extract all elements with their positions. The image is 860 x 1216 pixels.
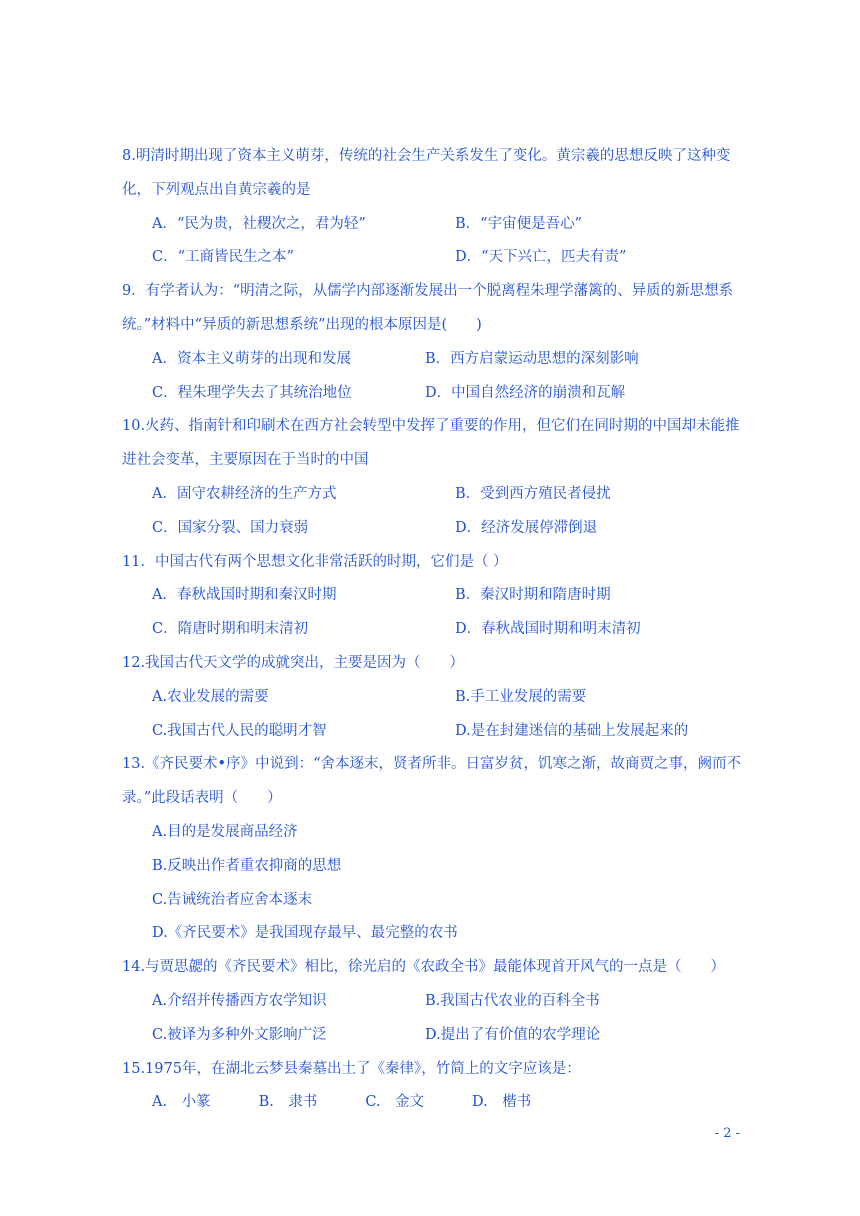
question-11 xyxy=(122,546,742,647)
option-row xyxy=(122,1019,742,1053)
option-row xyxy=(122,816,742,850)
option-row xyxy=(122,985,742,1019)
option-b: B.反映出作者重农抑商的思想 xyxy=(152,857,342,874)
option-c: C．程朱理学失去了其统治地位 xyxy=(152,384,352,401)
option-c: C.我国古代人民的聪明才智 xyxy=(152,722,327,739)
option-a: A.农业发展的需要 xyxy=(152,688,269,705)
option-d: D.《齐民要术》是我国现存最早、最完整的农书 xyxy=(152,925,458,942)
question-stem: 12.我国古代天文学的成就突出，主要是因为（ ） xyxy=(122,654,465,671)
option-a: A.介绍并传播西方农学知识 xyxy=(152,992,327,1009)
option-b: B．秦汉时期和隋唐时期 xyxy=(455,587,611,604)
option-row xyxy=(122,241,742,275)
question-14 xyxy=(122,951,742,1052)
option-b: B．受到西方殖民者侵扰 xyxy=(455,485,611,502)
option-b: B．西方启蒙运动思想的深刻影响 xyxy=(425,350,639,367)
question-9 xyxy=(122,275,742,410)
option-row xyxy=(122,512,742,546)
option-row xyxy=(122,917,742,951)
option-c: C．隋唐时期和明末清初 xyxy=(152,621,309,638)
option-b: B. 隶书 xyxy=(258,1094,318,1111)
question-15 xyxy=(122,1053,742,1121)
question-stem: 9．有学者认为：“明清之际，从儒学内部逐渐发展出一个脱离程朱理学藩篱的、异质的新思想系统。”材料中“异质的新思想系统”出现的根本原因是( ) xyxy=(122,283,734,333)
option-list xyxy=(122,343,742,411)
question-stem: 15.1975年，在湖北云梦县秦墓出土了《秦律》，竹简上的文字应该是： xyxy=(122,1060,581,1077)
option-list xyxy=(122,681,742,749)
option-row xyxy=(122,715,742,749)
option-c: C．“工商皆民生之本” xyxy=(152,249,294,266)
question-stem: 13.《齐民要术•序》中说到：“舍本逐末，贤者所非。日富岁贫，饥寒之渐，故商贾之事，阙而不录。”此段话表明（ ） xyxy=(122,756,742,807)
question-12 xyxy=(122,647,742,748)
option-d: D.是在封建迷信的基础上发展起来的 xyxy=(455,722,689,739)
option-list xyxy=(122,816,742,951)
option-a: A. 小篆 xyxy=(152,1094,211,1111)
question-stem: 10.火药、指南针和印刷术在西方社会转型中发挥了重要的作用，但它们在同时期的中国却未能推进社会变革，主要原因在于当时的中国 xyxy=(122,418,740,469)
question-list xyxy=(122,140,742,1120)
option-list xyxy=(122,1086,742,1120)
option-list xyxy=(122,478,742,546)
option-c: C．国家分裂、国力衰弱 xyxy=(152,519,309,536)
option-a: A．“民为贵，社稷次之，君为轻” xyxy=(152,215,366,232)
option-list xyxy=(122,579,742,647)
option-d: D.提出了有价值的农学理论 xyxy=(425,1026,601,1043)
question-13 xyxy=(122,748,742,951)
option-row xyxy=(122,208,742,242)
option-list xyxy=(122,208,742,276)
option-d: D．经济发展停滞倒退 xyxy=(455,519,598,536)
question-stem: 14.与贾思勰的《齐民要术》相比，徐光启的《农政全书》最能体现首开风气的一点是（ ） xyxy=(122,959,726,976)
question-10 xyxy=(122,410,742,545)
question-8 xyxy=(122,140,742,275)
option-c: C.被译为多种外文影响广泛 xyxy=(152,1026,327,1043)
option-a: A．资本主义萌芽的出现和发展 xyxy=(152,350,351,367)
option-row xyxy=(122,884,742,918)
option-row xyxy=(122,850,742,884)
question-stem: 8.明清时期出现了资本主义萌芽，传统的社会生产关系发生了变化。黄宗羲的思想反映了这种变化，下列观点出自黄宗羲的是 xyxy=(122,148,731,198)
option-b: B.我国古代农业的百科全书 xyxy=(425,992,600,1009)
option-b: B．“宇宙便是吾心” xyxy=(455,215,582,232)
option-b: B.手工业发展的需要 xyxy=(455,688,587,705)
option-d: D．春秋战国时期和明末清初 xyxy=(455,621,641,638)
option-a: A．固守农耕经济的生产方式 xyxy=(152,485,337,502)
option-row xyxy=(122,377,742,411)
option-list xyxy=(122,985,742,1053)
page-number: - 2 - xyxy=(714,1126,740,1141)
option-c: C. 金文 xyxy=(365,1094,425,1111)
option-a: A．春秋战国时期和秦汉时期 xyxy=(152,587,337,604)
option-d: D．“天下兴亡，匹夫有责” xyxy=(455,249,627,266)
option-d: D．中国自然经济的崩溃和瓦解 xyxy=(425,384,626,401)
option-c: C.告诫统治者应舍本逐末 xyxy=(152,891,313,908)
option-row xyxy=(122,1086,742,1120)
option-d: D. 楷书 xyxy=(472,1094,532,1111)
option-row xyxy=(122,478,742,512)
option-row xyxy=(122,579,742,613)
question-stem: 11．中国古代有两个思想文化非常活跃的时期，它们是（ ） xyxy=(122,553,508,570)
option-row xyxy=(122,343,742,377)
option-a: A.目的是发展商品经济 xyxy=(152,823,298,840)
option-row xyxy=(122,613,742,647)
option-row xyxy=(122,681,742,715)
